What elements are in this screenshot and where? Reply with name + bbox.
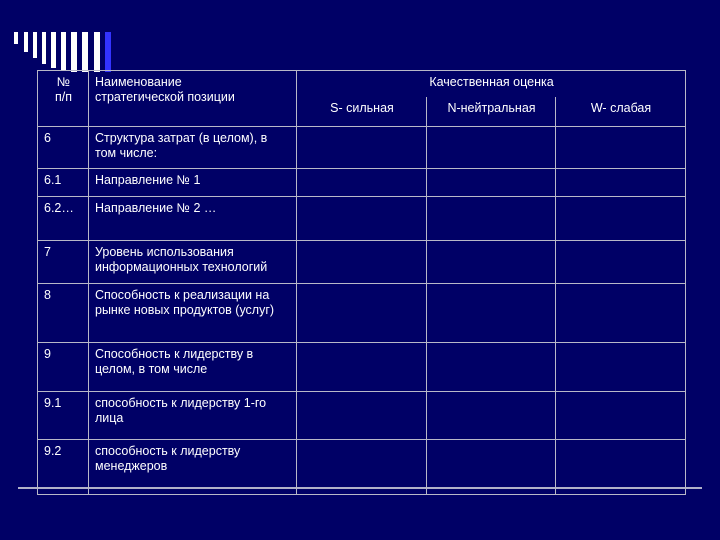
row-number: 6.1 — [38, 169, 89, 197]
cell-neutral[interactable] — [427, 392, 556, 440]
cell-weak[interactable] — [556, 392, 686, 440]
cell-neutral[interactable] — [427, 127, 556, 169]
cell-neutral[interactable] — [427, 343, 556, 392]
cell-weak[interactable] — [556, 241, 686, 284]
header-row — [38, 71, 686, 97]
cell-weak[interactable] — [556, 284, 686, 343]
header-number-cell — [38, 71, 89, 127]
cell-weak[interactable] — [556, 169, 686, 197]
row-name: Уровень использования информационных технологий — [89, 241, 297, 284]
cell-neutral[interactable] — [427, 241, 556, 284]
table-row — [38, 197, 686, 241]
header-name-line1: Наименование — [95, 75, 182, 89]
cell-weak[interactable] — [556, 440, 686, 495]
header-number-sub: п/п — [54, 90, 72, 104]
row-number: 6.2… — [38, 197, 89, 241]
table-row — [38, 440, 686, 495]
table-row — [38, 284, 686, 343]
cell-strong[interactable] — [297, 169, 427, 197]
decor-bar — [33, 32, 37, 58]
row-name: Направление № 1 — [89, 169, 297, 197]
decor-bar — [61, 32, 66, 70]
header-quality-cell — [297, 71, 686, 97]
row-name: способность к лидерству 1-го лица — [89, 392, 297, 440]
cell-strong[interactable] — [297, 440, 427, 495]
cell-neutral[interactable] — [427, 169, 556, 197]
header-weak-label: W- слабая — [590, 100, 652, 115]
decor-bar — [94, 32, 100, 72]
header-name-line2: стратегической позиции — [95, 90, 235, 104]
decor-bar — [105, 32, 111, 72]
decor-bar — [82, 32, 88, 72]
row-number: 9 — [38, 343, 89, 392]
header-strong-label: S- сильная — [330, 100, 394, 115]
header-number-label: № — [56, 75, 71, 89]
header-neutral-cell — [427, 97, 556, 127]
cell-neutral[interactable] — [427, 197, 556, 241]
row-number: 9.2 — [38, 440, 89, 495]
header-strong-cell — [297, 97, 427, 127]
row-number: 9.1 — [38, 392, 89, 440]
cell-neutral[interactable] — [427, 284, 556, 343]
cell-strong[interactable] — [297, 241, 427, 284]
table-row — [38, 392, 686, 440]
decor-bar — [42, 32, 46, 64]
table-row — [38, 127, 686, 169]
table-row — [38, 241, 686, 284]
cell-strong[interactable] — [297, 127, 427, 169]
decor-bar — [24, 32, 28, 52]
row-name: Способность к лидерству в целом, в том числе — [89, 343, 297, 392]
row-number: 8 — [38, 284, 89, 343]
header-weak-cell — [556, 97, 686, 127]
decor-bar — [71, 32, 77, 72]
row-name: Способность к реализации на рынке новых продуктов (услуг) — [89, 284, 297, 343]
cell-weak[interactable] — [556, 343, 686, 392]
cell-strong[interactable] — [297, 392, 427, 440]
row-name: Направление № 2 … — [89, 197, 297, 241]
cell-strong[interactable] — [297, 284, 427, 343]
cell-weak[interactable] — [556, 197, 686, 241]
decor-bar — [14, 32, 18, 44]
cell-strong[interactable] — [297, 343, 427, 392]
table-row — [38, 343, 686, 392]
decor-bar — [51, 32, 56, 68]
header-neutral-label: N-нейтральная — [447, 100, 536, 115]
row-number: 7 — [38, 241, 89, 284]
row-name: Структура затрат (в целом), в том числе: — [89, 127, 297, 169]
row-name: способность к лидерству менеджеров — [89, 440, 297, 495]
header-name-cell — [89, 71, 297, 127]
row-number: 6 — [38, 127, 89, 169]
cell-strong[interactable] — [297, 197, 427, 241]
cell-neutral[interactable] — [427, 440, 556, 495]
table-row — [38, 169, 686, 197]
cell-weak[interactable] — [556, 127, 686, 169]
strategic-position-table — [37, 70, 686, 495]
header-quality-label: Качественная оценка — [429, 75, 554, 89]
